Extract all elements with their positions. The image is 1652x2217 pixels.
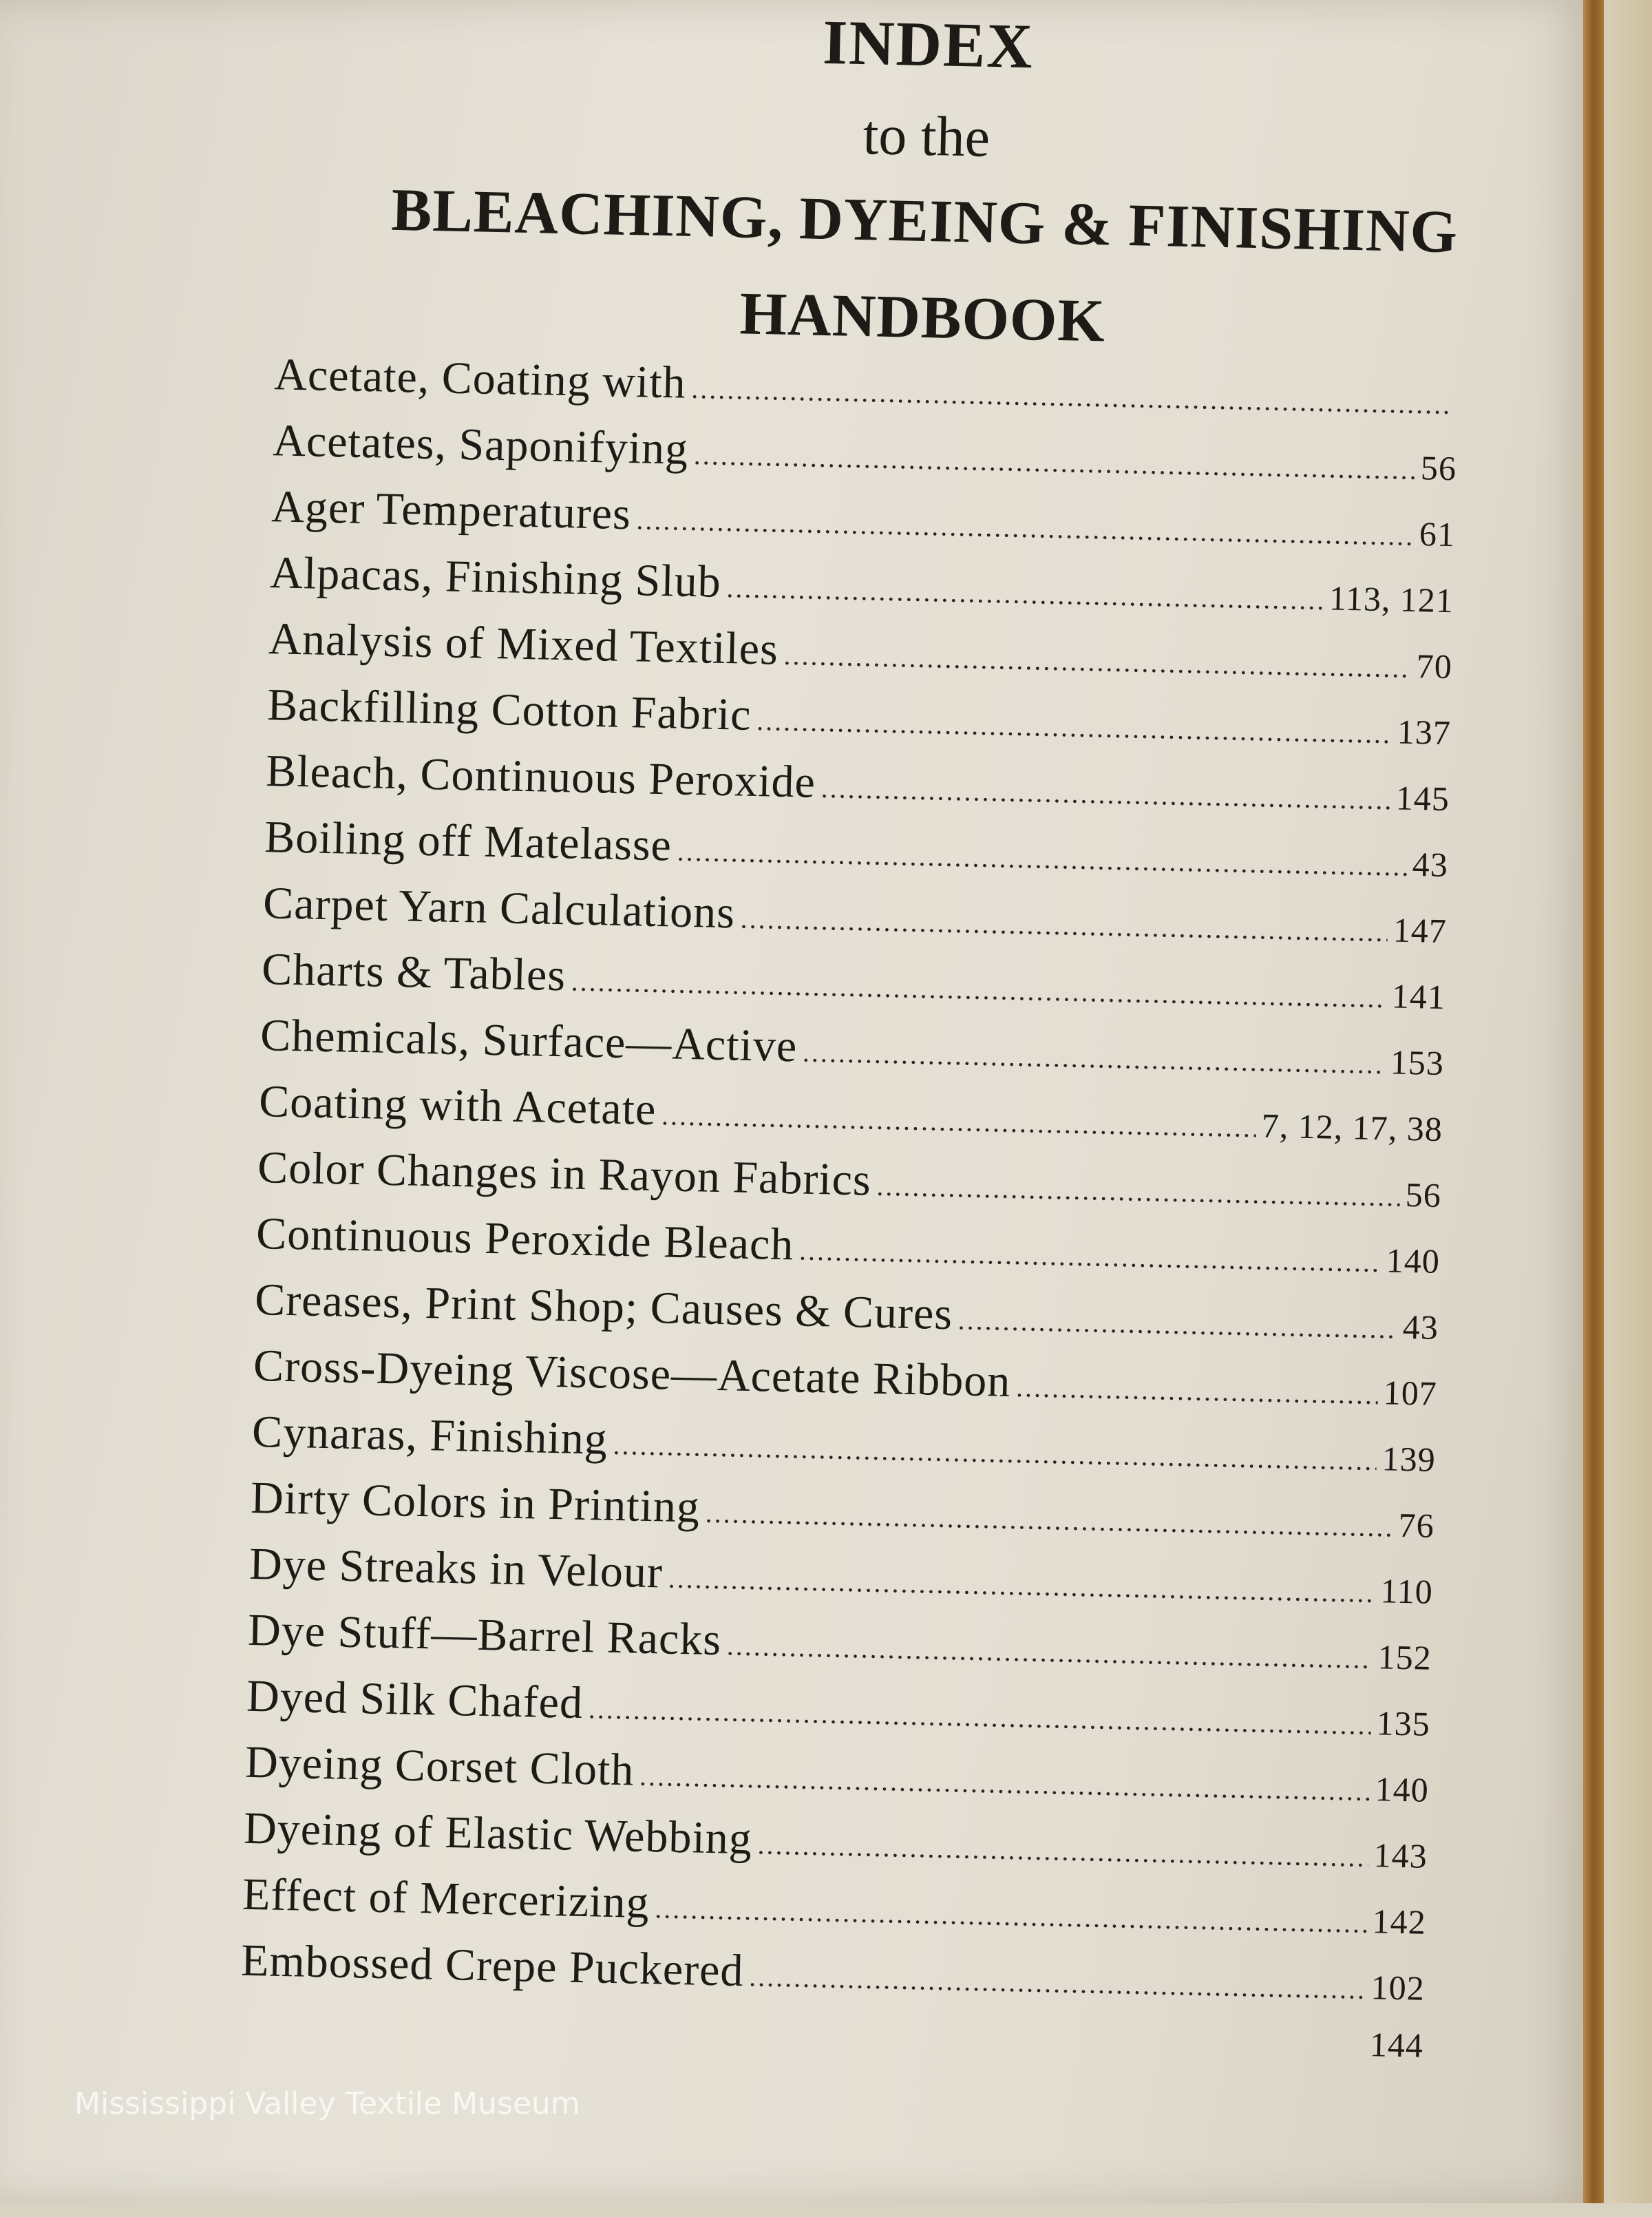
dot-leader — [726, 1629, 1373, 1675]
page-numbers: 113, 121 — [1328, 578, 1454, 620]
dot-leader — [693, 439, 1415, 486]
dot-leader — [655, 1892, 1367, 1940]
dot-leader — [820, 772, 1390, 816]
page-numbers: 76 — [1398, 1505, 1435, 1545]
page-numbers: 7, 12, 17, 38 — [1261, 1106, 1443, 1149]
page-numbers: 43 — [1402, 1307, 1439, 1347]
index-term: Dyeing of Elastic Webbing — [243, 1803, 753, 1864]
index-term: Dye Streaks in Velour — [248, 1538, 664, 1598]
index-term: Color Changes in Rayon Fabrics — [257, 1142, 872, 1206]
page-numbers: 61 — [1419, 514, 1456, 554]
page-numbers: 153 — [1390, 1042, 1445, 1083]
index-term: Dyed Silk Chafed — [246, 1670, 584, 1729]
index-term: Cross-Dyeing Viscose—Acetate Ribbon — [253, 1340, 1012, 1407]
index-term: Charts & Tables — [261, 944, 566, 1001]
dot-leader — [1016, 1371, 1379, 1411]
index-title: INDEX — [822, 6, 1035, 82]
dot-leader — [571, 965, 1386, 1014]
trailing-page-number: 144 — [1369, 2025, 1424, 2065]
dot-leader — [588, 1692, 1371, 1741]
page-numbers: 110 — [1380, 1571, 1434, 1611]
index-term: Continuous Peroxide Bleach — [255, 1208, 795, 1270]
page-numbers: 43 — [1412, 845, 1449, 885]
page-numbers: 145 — [1395, 778, 1450, 819]
index-term: Ager Temperatures — [271, 481, 632, 540]
index-term: Dyeing Corset Cloth — [244, 1736, 635, 1796]
dot-leader — [636, 503, 1414, 552]
page-numbers: 56 — [1405, 1175, 1442, 1215]
page-edge — [1583, 0, 1604, 2203]
dot-leader — [757, 1828, 1368, 1873]
page-numbers: 152 — [1377, 1637, 1432, 1677]
page-numbers: 147 — [1392, 910, 1448, 951]
dot-leader — [876, 1170, 1400, 1213]
index-term: Boiling off Matelasse — [264, 812, 673, 871]
dot-leader — [803, 1036, 1386, 1081]
index-term: Cynaras, Finishing — [251, 1406, 608, 1464]
index-entries — [239, 348, 1459, 2091]
index-subtitle: to the — [862, 103, 991, 169]
dot-leader — [726, 571, 1324, 616]
page-numbers: 102 — [1370, 1968, 1426, 2008]
handbook-title-line2: HANDBOOK — [739, 280, 1106, 355]
index-term: Dirty Colors in Printing — [250, 1472, 701, 1533]
page-numbers: 135 — [1376, 1703, 1431, 1743]
index-term: Effect of Mercerizing — [242, 1869, 650, 1929]
index-term: Analysis of Mixed Textiles — [268, 613, 779, 675]
dot-leader — [740, 903, 1388, 949]
dot-leader — [957, 1303, 1397, 1345]
book-cover-edge — [1604, 0, 1652, 2203]
index-term: Chemicals, Surface—Active — [260, 1010, 798, 1072]
dot-leader — [799, 1234, 1381, 1279]
page-numbers: 142 — [1372, 1902, 1427, 1942]
page-numbers: 139 — [1381, 1439, 1437, 1479]
index-term: Carpet Yarn Calculations — [262, 878, 736, 938]
index-term: Alpacas, Finishing Slub — [269, 547, 722, 607]
dot-leader — [668, 1562, 1375, 1609]
dot-leader — [677, 835, 1407, 883]
index-term: Coating with Acetate — [258, 1076, 657, 1135]
page-numbers: 107 — [1383, 1373, 1438, 1413]
page-numbers: 140 — [1375, 1769, 1430, 1809]
dot-leader — [705, 1497, 1393, 1544]
dot-leader — [756, 704, 1392, 750]
index-term: Creases, Print Shop; Causes & Cures — [254, 1274, 953, 1340]
index-term: Acetates, Saponifying — [272, 415, 689, 474]
page-numbers: 70 — [1416, 647, 1453, 686]
page-numbers: 140 — [1386, 1241, 1441, 1281]
page-numbers: 141 — [1391, 976, 1446, 1017]
dot-leader — [613, 1429, 1377, 1477]
index-term: Bleach, Continuous Peroxide — [265, 746, 816, 808]
index-term: Acetate, Coating with — [273, 349, 687, 408]
index-term: Dye Stuff—Barrel Racks — [247, 1604, 722, 1666]
dot-leader — [639, 1760, 1370, 1807]
page-numbers: 56 — [1420, 448, 1457, 488]
handbook-title-line1: BLEACHING, DYEING & FINISHING — [390, 176, 1459, 266]
museum-watermark: Mississippi Valley Textile Museum — [74, 2086, 580, 2121]
dot-leader — [749, 1960, 1366, 2006]
dot-leader — [691, 372, 1452, 421]
index-term: Backfilling Cotton Fabric — [266, 680, 752, 740]
page-numbers: 137 — [1397, 712, 1452, 753]
page-numbers: 143 — [1373, 1836, 1428, 1875]
dot-leader — [783, 639, 1411, 684]
index-term: Embossed Crepe Puckered — [240, 1935, 745, 1997]
dot-leader — [661, 1099, 1257, 1144]
